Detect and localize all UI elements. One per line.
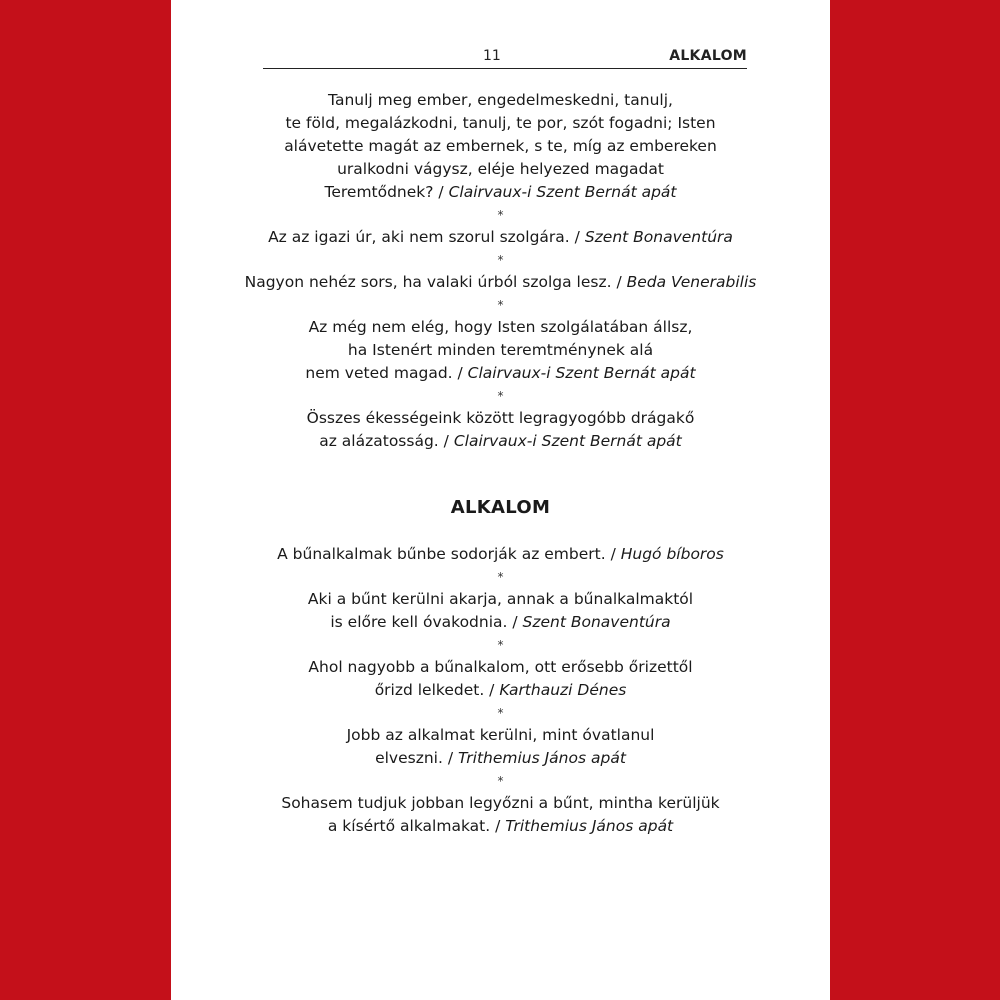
quote-text: A bűnalkalmak bűnbe sodorják az embert. / <box>277 545 621 563</box>
quote <box>171 656 830 702</box>
quote-line <box>171 362 830 385</box>
book-page <box>171 0 830 1000</box>
quote-line <box>171 430 830 453</box>
quote-author: Trithemius János apát <box>505 817 674 835</box>
quote-line <box>171 226 830 249</box>
quote-line: Jobb az alkalmat kerülni, mint óvatlanul <box>346 726 655 744</box>
page-number: 11 <box>483 48 501 64</box>
quote <box>171 543 830 566</box>
quote-author: Szent Bonaventúra <box>584 228 733 246</box>
quote-line <box>171 181 830 204</box>
separator-asterisk: * <box>497 298 504 312</box>
quote <box>171 316 830 385</box>
quote-author: Karthauzi Dénes <box>499 681 627 699</box>
quote-line: Aki a bűnt kerülni akarja, annak a bűnalkalmaktól <box>307 590 694 608</box>
quote-text: a kísértő alkalmakat. / <box>327 817 506 835</box>
separator-asterisk: * <box>497 706 504 720</box>
quote-author: Beda Venerabilis <box>626 273 757 291</box>
quote-line <box>171 543 830 566</box>
section-title: ALKALOM <box>450 497 551 518</box>
quote-line <box>171 747 830 770</box>
section-2-quotes <box>171 543 830 838</box>
quote-author: Clairvaux-i Szent Bernát apát <box>453 432 682 450</box>
separator-asterisk: * <box>497 389 504 403</box>
quote-line: Sohasem tudjuk jobban legyőzni a bűnt, mintha kerüljük <box>281 794 720 812</box>
quote-line: Az még nem elég, hogy Isten szolgálatában állsz, <box>308 318 693 336</box>
page-header <box>263 46 747 69</box>
quote-line <box>171 815 830 838</box>
quote-line: alávetette magát az embernek, s te, míg az embereken <box>284 137 717 155</box>
quote-author: Hugó bíboros <box>620 545 724 563</box>
quote-line: Tanulj meg ember, engedelmeskedni, tanulj, <box>328 91 673 109</box>
quote-text: nem veted magad. / <box>305 364 468 382</box>
quote-line: ha Istenért minden teremtménynek alá <box>347 341 654 359</box>
quote-line: Ahol nagyobb a bűnalkalom, ott erősebb őrizettől <box>308 658 693 676</box>
quote-text: az alázatosság. / <box>319 432 454 450</box>
separator-asterisk: * <box>497 638 504 652</box>
quote-text: Nagyon nehéz sors, ha valaki úrból szolga lesz. / <box>244 273 627 291</box>
quote <box>171 588 830 634</box>
separator-asterisk: * <box>497 774 504 788</box>
quote <box>171 226 830 249</box>
separator-asterisk: * <box>497 570 504 584</box>
quote-text: Teremtődnek? / <box>324 183 449 201</box>
quote-line <box>171 611 830 634</box>
quote <box>171 271 830 294</box>
quote <box>171 407 830 453</box>
section-1-quotes <box>171 89 830 453</box>
quote-text: őrizd lelkedet. / <box>374 681 500 699</box>
quote-text: is előre kell óvakodnia. / <box>330 613 523 631</box>
quote-author: Trithemius János apát <box>458 749 626 767</box>
quote-text: Az az igazi úr, aki nem szorul szolgára. / <box>268 228 585 246</box>
quote <box>171 89 830 204</box>
quote-author: Clairvaux-i Szent Bernát apát <box>467 364 696 382</box>
quote-text: elveszni. / <box>375 749 458 767</box>
quote-author: Szent Bonaventúra <box>522 613 671 631</box>
quote-line: Összes ékességeink között legragyogóbb drágakő <box>306 409 695 427</box>
separator-asterisk: * <box>497 253 504 267</box>
quote-line <box>171 271 830 294</box>
quote-line: uralkodni vágysz, eléje helyezed magadat <box>337 160 664 178</box>
running-title: ALKALOM <box>669 48 747 64</box>
quote <box>171 792 830 838</box>
quote-line <box>171 679 830 702</box>
separator-asterisk: * <box>497 208 504 222</box>
quote <box>171 724 830 770</box>
quote-author: Clairvaux-i Szent Bernát apát <box>448 183 677 201</box>
quote-line: te föld, megalázkodni, tanulj, te por, szót fogadni; Isten <box>285 114 716 132</box>
